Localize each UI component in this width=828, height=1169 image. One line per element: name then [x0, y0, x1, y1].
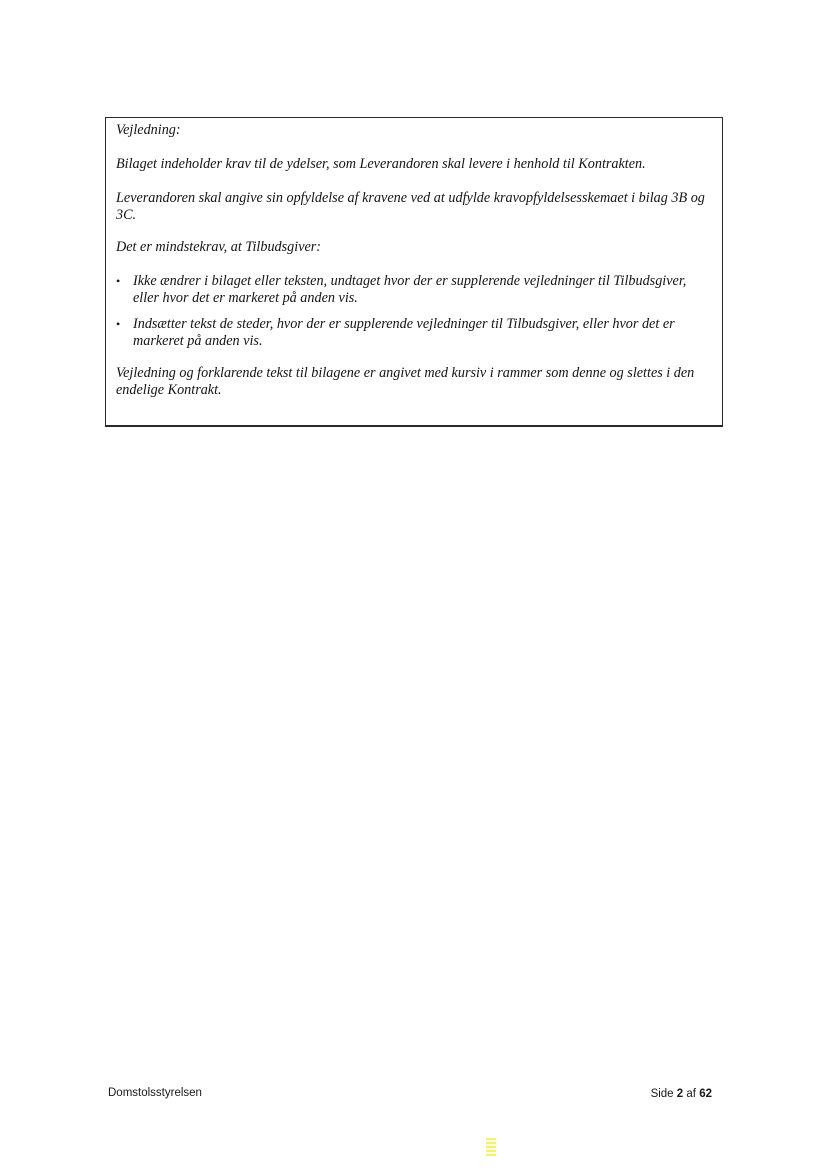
- requirements-list-item-text: Indsætter tekst de steder, hvor der er supplerende vejledninger til Tilbudsgiver, eller hvor det er markeret på anden vis.: [133, 316, 675, 349]
- scan-artifact: [486, 1138, 496, 1156]
- page-current: 2: [676, 1088, 684, 1100]
- page-total: 62: [699, 1088, 712, 1100]
- requirements-list-item-text: Ikke ændrer i bilaget eller teksten, undtaget hvor der er supplerende vejledninger til Tilbudsgiver, eller hvor det er markeret på anden vis.: [133, 273, 687, 306]
- bullet-icon: •: [116, 274, 121, 288]
- guidance-paragraph-4: Vejledning og forklarende tekst til bilagene er angivet med kursiv i rammer som denne og slettes i den endelige Kontrakt.: [116, 365, 695, 398]
- guidance-paragraph-3: Det er mindstekrav, at Tilbudsgiver:: [116, 239, 322, 255]
- guidance-box: [105, 117, 723, 427]
- requirements-list-item: [116, 273, 712, 307]
- page-of: af: [686, 1088, 696, 1100]
- guidance-heading: Vejledning:: [116, 122, 181, 138]
- requirements-list-item: [116, 316, 712, 350]
- guidance-paragraph-2: Leverandoren skal angive sin opfyldelse af kravene ved at udfylde kravopfyldelsesskemaet i bilag 3B og 3C.: [116, 190, 705, 223]
- footer-page-number: [651, 1088, 712, 1100]
- page-word: Side: [650, 1088, 674, 1100]
- bullet-icon: •: [116, 317, 121, 331]
- guidance-paragraph-1: Bilaget indeholder krav til de ydelser, som Leverandoren skal levere i henhold til Kontrakten.: [116, 156, 646, 172]
- requirements-list: [116, 273, 712, 350]
- footer-organization: Domstolsstyrelsen: [108, 1087, 202, 1099]
